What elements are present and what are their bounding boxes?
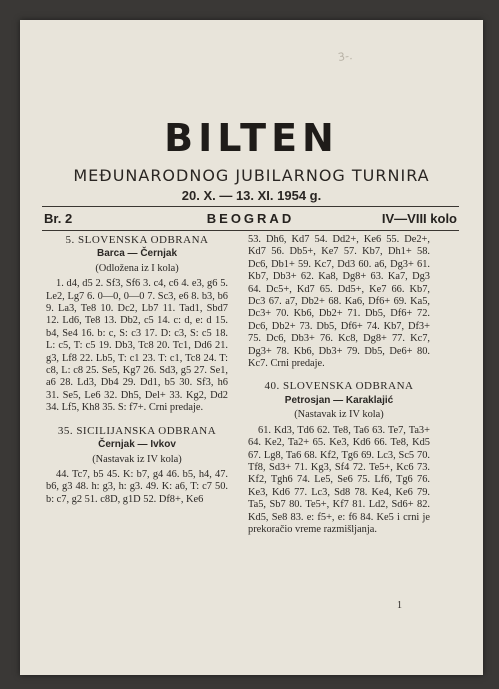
city-name: BEOGRAD xyxy=(206,211,295,226)
bulletin-title: BILTEN xyxy=(164,116,339,160)
game-players: Petrosjan — Karaklajić xyxy=(284,394,394,406)
game-note: (Nastavak iz IV kola) xyxy=(294,409,384,421)
game-note: (Odložena iz I kola) xyxy=(95,262,179,274)
issue-row xyxy=(44,211,457,227)
game-moves-continued: 53. Dh6, Kd7 54. Dd2+, Ke6 55. De2+, Kd7 56. Db5+, Ke7 57. Kb7, Dh1+ 58. Dc6, Db1+ 59. Kc7, Dd3 60. a6, Dg3+ 61. Kb7, Db3+ 62. Ka8, Dg8+ 63. Ka7, Dg3 64. Dc5+, Kd7 65. Dd5+, Ke7 66. Kb7, Dc3 67. a7, Db2+ 68. Ka6, Df6+ 69. Ka5, Dc3+ 70. Kb6, Db2+ 71. Db5, Df6+ 72. Dc6, Db2+ 73. Db5, Df6+ 74. Kb7, Df3+ 75. Dc6, Db3+ 76. Kc8, Dg8+ 77. Kc7, Dg3+ 78. Kb6, Db3+ 79. Db5, De6+ 80. Kc7. Crni predaje. xyxy=(248,234,430,370)
tournament-dates: 20. X. — 13. XI. 1954 g. xyxy=(181,188,322,203)
bulletin-subtitle: MEĐUNARODNOG JUBILARNOG TURNIRA xyxy=(73,166,430,185)
header-rule-top xyxy=(42,206,459,207)
game-note: (Nastavak iz IV kola) xyxy=(92,453,182,465)
game-moves: 1. d4, d5 2. Sf3, Sf6 3. c4, c6 4. e3, g6 5. Le2, Lg7 6. 0—0, 0—0 7. Sc3, e6 8. b3, b6 9. La3, Te8 10. Dc2, Lb7 11. Tad1, Sbd7 12. Ld6, Te8 13. Db2, c5 14. c: d, e: d 15. b4, Se4 16. b: c, S: c3 17. D: c3, S: c5 18. L: c5, T: c5 19. Db3, Tc8 20. Tc1, Dd6 21. g3, Lf8 22. Lb5, T: c1 23. T: c1, Tc8 24. T: c8, L: c8 25. Se5, Kg7 26. Sd3, g5 27. Se1, a6 28. Ld3, Db4 29. Dd1, b5 30. Sf3, h6 31. Se5, Le6 32. Dh5, Del+ 33. Kg2, Dd2 34. Lf5, Kh8 35. S: f7+. Crni predaje. xyxy=(46,278,228,414)
game-moves: 61. Kd3, Td6 62. Te8, Ta6 63. Te7, Ta3+ 64. Ke2, Ta2+ 65. Ke3, Kd6 66. Te8, Kd5 67. Lg8, Ta6 68. Kf2, Tg6 69. Lc3, Sc5 70. Tf8, Sd3+ 71. Kg3, Sf4 72. Te5+, Kc6 73. Kf2, Tgh6 74. Le5, Se6 75. Lf6, Tg6 76. Ke3, Kd6 77. Lc3, Sd8 78. Ke4, Ke6 79. Ta5, Sb7 80. Te5+, Kf7 81. Ld2, Sd6+ 82. Kd5, Se8 83. e: f5+, e: f6 84. Ke5 i crni je prekoračio vreme razmišljanja. xyxy=(248,424,430,535)
game-moves: 44. Tc7, b5 45. K: b7, g4 46. b5, h4, 47. b6, g3 48. h: g3, h: g3. 49. K: a6, T: c7 50. b: c7, g2 51. c8D, g1D 52. Df8+, Ke6 xyxy=(46,468,228,505)
game-players: Černjak — Ivkov xyxy=(98,439,176,451)
game-title: 40. SLOVENSKA ODBRANA xyxy=(264,380,414,393)
rounds-range: IV—VIII kolo xyxy=(381,211,457,226)
page-number: 1 xyxy=(397,600,402,611)
right-column xyxy=(248,234,430,536)
game-players: Barca — Černjak xyxy=(96,248,178,260)
game-title: 35. SICILIJANSKA ODBRANA xyxy=(57,424,217,437)
bulletin-page xyxy=(20,20,483,675)
header-rule-bottom xyxy=(42,230,459,231)
issue-number: Br. 2 xyxy=(44,211,73,226)
pencil-mark: 3-. xyxy=(337,49,354,64)
left-column xyxy=(46,234,228,506)
game-title: 5. SLOVENSKA ODBRANA xyxy=(65,234,209,246)
